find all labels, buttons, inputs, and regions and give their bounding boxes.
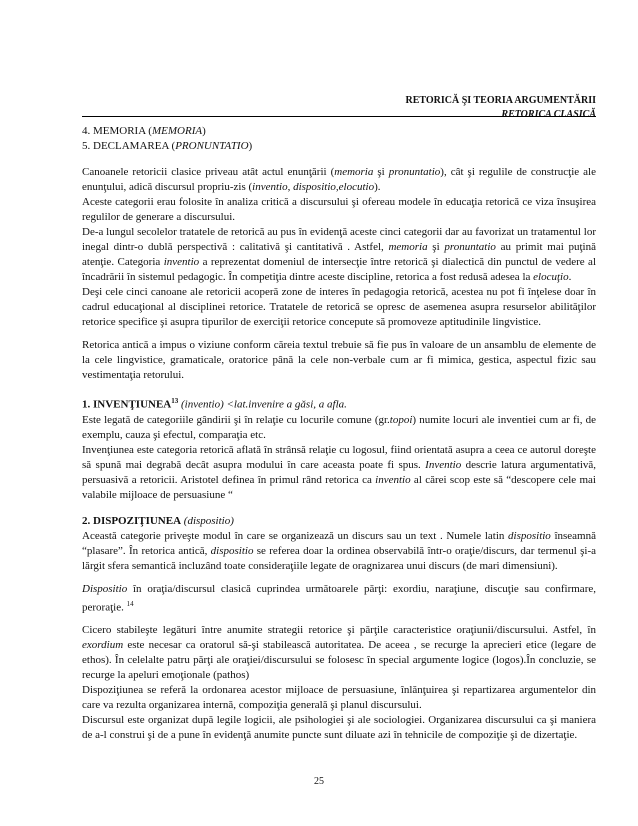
running-header xyxy=(405,94,596,122)
item-declamarea: 5. DECLAMAREA (PRONUNTATIO) xyxy=(82,140,253,152)
intro-paragraph-3: De-a lungul secolelor tratatele de retorică au pus în evidenţă aceste cinci categorii dar au favorizat un tratamentul lor inegal dintr-o dublă perspectivă : calitativă şi cantitativă . Astfel, memoria şi pronuntatio au primit mai puţină atenţie. Categoria inventio a reprezentat domeniul de intersecţie între retorică şi dialectică din punctul de vedere al încadrării în sistemul pedagogic. În competiţia dintre aceste discipline, retorica a fost redusă adesea la elocuţio. xyxy=(82,226,596,283)
document-body xyxy=(82,124,596,743)
header-rule xyxy=(82,116,596,117)
section-1-paragraph-2: Invenţiunea este categoria retorică aflată în strânsă relaţie cu logosul, fiind orientată asupra a ceea ce autorul doreşte să spună mai degrabă decât asupra modului în care aceasta poate fi spus. Inventio descrie latura argumentativă, persuasivă a retoricii. Aristotel definea în primul rând retorica ca inventio al cărei scop este să “descopere cele mai valabile mijloace de persuasiune “ xyxy=(82,443,597,501)
section-2-paragraph-4: Dispoziţiunea se referă la ordonarea acestor mijloace de persuasiune, înlănţuirea şi repartizarea argumentelor din care va rezulta organizarea internă, compoziţia generală şi planul discursului. xyxy=(82,684,596,712)
intro-paragraph-2: Aceste categorii erau folosite în analiza critică a discursului şi ofereau modele în educaţia retorică ce viza însuşirea regulilor de generare a discursului. xyxy=(82,196,596,223)
section-1-heading: 1. INVENŢIUNEA$^{13}$ (inventio) <lat.invenire a găsi, a afla. xyxy=(82,397,347,411)
intro-paragraph-4: Deşi cele cinci canoane ale retoricii acoperă zone de interes în pedagogia retorică, acestea nu pot fi înţelese doar în cadrul educaţional al disciplinei retorice. Tratatele de retorică se opresc de asemenea asupra resurselor abilităţilor retorice specifice şi asupra tipurilor de exerciţii retorice concepute să promoveze aptitudinile lingvistice. xyxy=(82,286,596,328)
intro-paragraph-1: Canoanele retoricii clasice priveau atât actul enunţării (memoria şi pronuntatio), cât şi regulile de construcţie ale enunţului, adică discursul propriu-zis (inventio, dispositio,elocutio). xyxy=(82,166,596,193)
header-title: RETORICĂ ŞI TEORIA ARGUMENTĂRII xyxy=(405,95,596,106)
item-memoria: 4. MEMORIA (MEMORIA) xyxy=(82,125,206,137)
page-number: 25 xyxy=(314,776,324,787)
footnote-ref-14: 14 xyxy=(126,599,134,608)
section-2-paragraph-1: Această categorie priveşte modul în care se organizează un discurs sau un text . Numele latin dispositio înseamnă “plasare”. În retorica antică, dispositio se referea doar la ordinea observabilă într-o oraţie/discurs, dar termenul şi-a lărgit sfera semantică incluzând toate consideraţiile legate de oragnizarea unui discurs (de mari dimensiuni). xyxy=(82,529,596,572)
section-2-heading: 2. DISPOZIŢIUNEA (dispositio) xyxy=(82,514,234,527)
intro-paragraph-5: Retorica antică a impus o viziune conform căreia textul trebuie să fie pus în valoare de un ansamblu de elemente de la cele lingvistice, gramaticale, oratorice până la cele non-verbale cum ar fi mimica, gestica, aspectul fizic sau vestimentaţia retorului. xyxy=(82,339,596,381)
section-1-paragraph-1: Este legată de categoriile gândirii şi în relaţie cu locurile comune (gr.topoi) numite locuri ale inventiei cum ar fi, de exemplu, cauza şi efectul, comparaţia etc. xyxy=(82,413,596,441)
header-subtitle: RETORICA CLASICĂ xyxy=(501,109,596,120)
section-2-paragraph-3: Cicero stabileşte legături între anumite strategii retorice şi părţile caracteristice oraţiunii/discursului. Astfel, în exordium este necesar ca oratorul să-şi stabilească autoritatea. De aceea , se recurge la aprecieri etice (legare de ethos). În celelalte patru părţi ale oraţiei/discursului se folosesc în special argumente logice (logos).În concluzie, se recurge la apeluri emoţionale (pathos) xyxy=(82,624,596,682)
footnote-ref-13: 13 xyxy=(171,397,179,405)
section-2-paragraph-5: Discursul este organizat după legile logicii, ale psihologiei şi ale sociologiei. Organizarea discursului ca şi maniera de a-l construi şi de a pune în evidenţă anumite puncte sunt diluate azi în tehnicile de compoziţie şi de dizertaţie. xyxy=(82,714,596,742)
section-2-paragraph-2: Dispositio în oraţia/discursul clasică cuprindea următoarele părţi: exordiu, naraţiune, discuţie sau confirmare, peroraţie. $^{14}$ xyxy=(82,582,596,614)
